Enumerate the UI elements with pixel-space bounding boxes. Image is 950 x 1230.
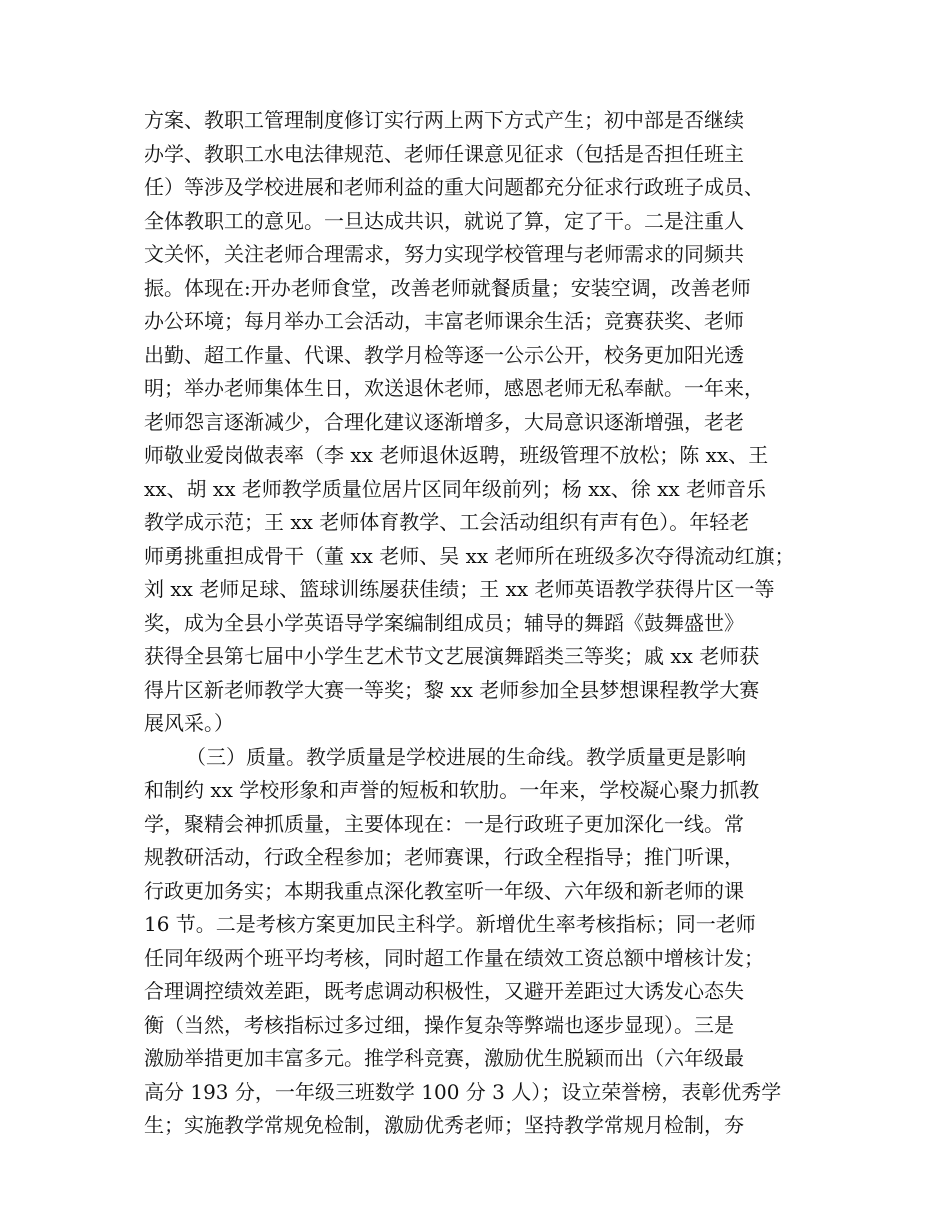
text-line: 和制约 xx 学校形象和声誉的短板和软肋。一年来，学校凝心聚力抓教 — [144, 778, 760, 802]
text-line: 办公环境；每月举办工会活动，丰富老师课余生活；竞赛获奖、老师 — [144, 309, 744, 333]
text-line: xx、胡 xx 老师教学质量位居片区同年级前列；杨 xx、徐 xx 老师音乐 — [144, 476, 767, 501]
text-line: 出勤、超工作量、代课、教学月检等逐一公示公开，校务更加阳光透 — [144, 342, 744, 367]
text-line: 得片区新老师教学大赛一等奖；黎 xx 老师参加全县梦想课程教学大赛 — [144, 677, 760, 702]
text-line: 师敬业爱岗做表率（李 xx 老师退休返聘，班级管理不放松；陈 xx、王 — [144, 443, 769, 467]
text-line: 师勇挑重担成骨干（董 xx 老师、吴 xx 老师所在班级多次夺得流动红旗； — [144, 543, 795, 568]
text-line: 老师怨言逐渐减少，合理化建议逐渐增多，大局意识逐渐增强，老老 — [144, 409, 744, 434]
body-text — [144, 104, 824, 1143]
text-line: 衡（当然，考核指标过多过细，操作复杂等弊端也逐步显现）。三是 — [144, 1012, 734, 1037]
text-line: 任同年级两个班平均考核，同时超工作量在绩效工资总额中增核计发； — [144, 945, 764, 970]
text-line: 振。体现在:开办老师食堂，改善老师就餐质量；安装空调，改善老师 — [144, 275, 751, 300]
text-line: 生；实施教学常规免检制，激励优秀老师；坚持教学常规月检制，夯 — [144, 1113, 744, 1137]
text-line: 文关怀，关注老师合理需求，努力实现学校管理与老师需求的同频共 — [144, 242, 744, 266]
text-line: 刘 xx 老师足球、篮球训练屡获佳绩；王 xx 老师英语教学获得片区一等 — [144, 577, 775, 601]
text-line: 办学、教职工水电法律规范、老师任课意见征求（包括是否担任班主 — [144, 141, 744, 166]
text-line: 学，聚精会神抓质量，主要体现在：一是行政班子更加深化一线。常 — [144, 811, 744, 836]
text-line: 任）等涉及学校进展和老师利益的重大问题都充分征求行政班子成员、 — [144, 175, 764, 199]
text-line: 获得全县第七届中小学生艺术节文艺展演舞蹈类三等奖；戚 xx 老师获 — [144, 644, 760, 668]
text-line: 规教研活动，行政全程参加；老师赛课，行政全程指导；推门听课， — [144, 845, 744, 869]
text-line: 展风采。） — [144, 711, 234, 735]
text-line: （三）质量。教学质量是学校进展的生命线。教学质量更是影响 — [186, 744, 746, 769]
text-line: 激励举措更加丰富多元。推学科竞赛，激励优生脱颖而出（六年级最 — [144, 1046, 744, 1070]
text-line: 明；举办老师集体生日，欢送退休老师，感恩老师无私奉献。一年来， — [144, 376, 764, 400]
text-line: 全体教职工的意见。一旦达成共识，就说了算，定了干。二是注重人 — [144, 208, 744, 233]
text-line: 16 节。二是考核方案更加民主科学。新增优生率考核指标；同一老师 — [144, 912, 756, 936]
text-line: 合理调控绩效差距，既考虑调动积极性，又避开差距过大诱发心态失 — [144, 979, 744, 1003]
text-line: 方案、教职工管理制度修订实行两上两下方式产生；初中部是否继续 — [144, 108, 744, 132]
text-line: 奖，成为全县小学英语导学案编制组成员；辅导的舞蹈《鼓舞盛世》 — [144, 610, 744, 635]
text-line: 行政更加务实；本期我重点深化教室听一年级、六年级和新老师的课 — [144, 878, 744, 903]
text-line: 高分 193 分，一年级三班数学 100 分 3 人）；设立荣誉榜，表彰优秀学 — [144, 1079, 782, 1104]
text-line: 教学成示范；王 xx 老师体育教学、工会活动组织有声有色）。年轻老 — [144, 510, 750, 534]
